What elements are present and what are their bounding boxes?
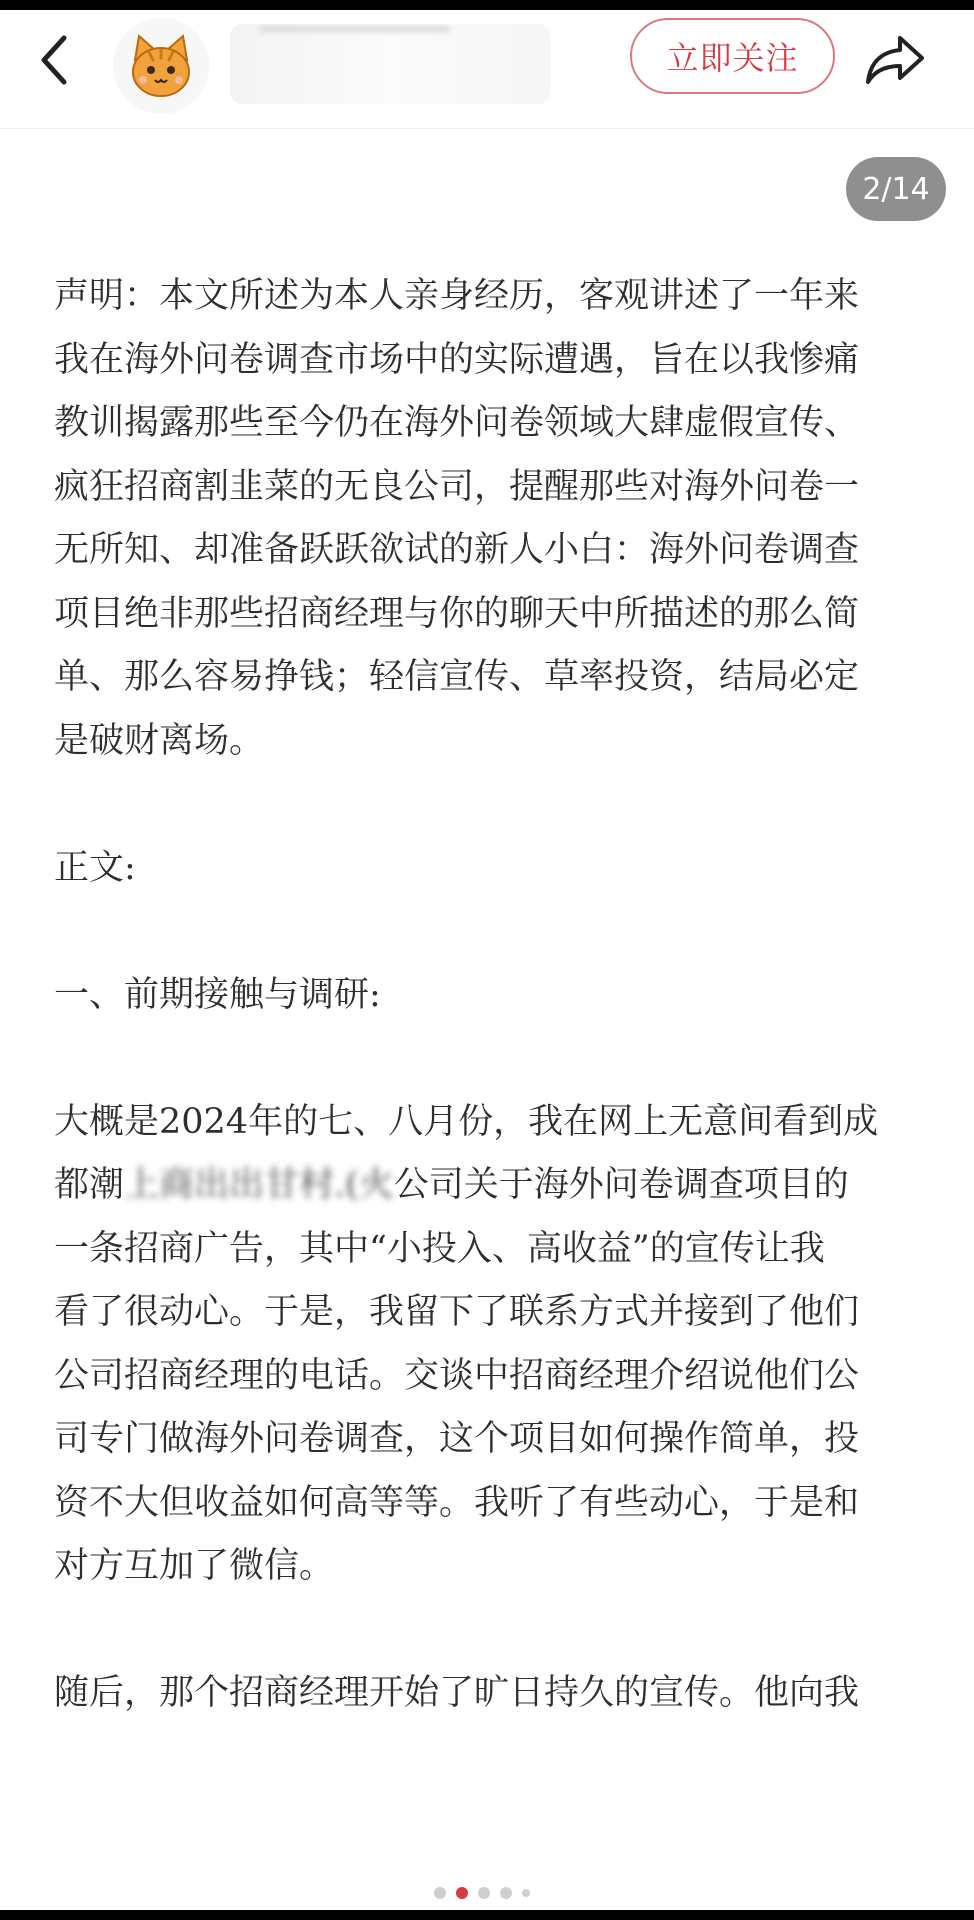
paragraph-line: 资不大但收益如何高等等。我听了有些动心，于是和	[54, 1482, 860, 1523]
cat-avatar-icon	[125, 30, 197, 102]
header-bar	[0, 10, 974, 129]
pagination-dot[interactable]	[434, 1887, 446, 1899]
name-blur-mark	[260, 26, 450, 32]
statement-line: 疯狂招商割韭菜的无良公司，提醒那些对海外问卷一	[54, 466, 860, 507]
paragraph-line: 公司招商经理的电话。交谈中招商经理介绍说他们公	[54, 1355, 860, 1396]
statement-line: 我在海外问卷调查市场中的实际遭遇，旨在以我惨痛	[54, 339, 860, 380]
share-arrow-icon	[864, 34, 926, 86]
statement-line: 教训揭露那些至今仍在海外问卷领域大肆虚假宣传、	[54, 403, 860, 443]
back-button[interactable]	[28, 32, 84, 88]
follow-button[interactable]: 立即关注	[630, 18, 835, 94]
text-fragment: 都潮	[54, 1165, 125, 1205]
statement-line: 声明：本文所述为本人亲身经历，客观讲述了一年来	[54, 276, 860, 316]
text-fragment: 公司关于海外问卷调查项目的	[393, 1165, 849, 1205]
paragraph-line: 随后，那个招商经理开始了旷日持久的宣传。他向我	[54, 1673, 860, 1713]
article-image-text	[54, 265, 924, 1726]
author-name-text	[230, 46, 350, 81]
pagination-dot[interactable]	[522, 1889, 530, 1897]
pagination-dot[interactable]	[500, 1887, 512, 1899]
status-bar-strip	[0, 0, 974, 10]
blurred-company-name: 上商出出甘村.(火	[124, 1165, 394, 1205]
author-name-blurred[interactable]	[230, 24, 550, 104]
section-heading: 一、前期接触与调研:	[54, 974, 381, 1015]
share-button[interactable]	[860, 30, 930, 90]
paragraph-gap	[54, 773, 924, 837]
avatar[interactable]	[113, 18, 209, 114]
pagination-dot[interactable]	[478, 1887, 490, 1899]
statement-line: 单、那么容易挣钱；轻信宣传、草率投资，结局必定	[54, 657, 860, 697]
image-page-counter: 2/14	[846, 157, 946, 221]
paragraph-line: 看了很动心。于是，我留下了联系方式并接到了他们	[54, 1292, 860, 1332]
pagination-dot-active[interactable]	[456, 1887, 468, 1899]
paragraph-line: 大概是2024年的七、八月份，我在网上无意间看到成	[54, 1101, 879, 1142]
statement-line: 项目绝非那些招商经理与你的聊天中所描述的那么简	[54, 593, 860, 634]
paragraph-gap	[54, 1027, 924, 1091]
body-heading: 正文:	[54, 847, 136, 888]
carousel-pagination-dots	[434, 1886, 544, 1900]
paragraph-line: 司专门做海外问卷调查，这个项目如何操作简单，投	[54, 1419, 860, 1459]
paragraph-line: 一条招商广告，其中“小投入、高收益”的宣传让我	[54, 1228, 825, 1269]
back-arrow-icon	[36, 32, 76, 88]
paragraph-gap	[54, 1599, 924, 1663]
paragraph-line-with-redaction	[54, 1154, 924, 1218]
statement-line: 无所知、却准备跃跃欲试的新人小白：海外问卷调查	[54, 530, 860, 570]
paragraph-line: 对方互加了微信。	[54, 1546, 335, 1586]
bottom-bar-strip	[0, 1910, 974, 1920]
statement-line: 是破财离场。	[54, 720, 265, 761]
paragraph-gap	[54, 900, 924, 964]
